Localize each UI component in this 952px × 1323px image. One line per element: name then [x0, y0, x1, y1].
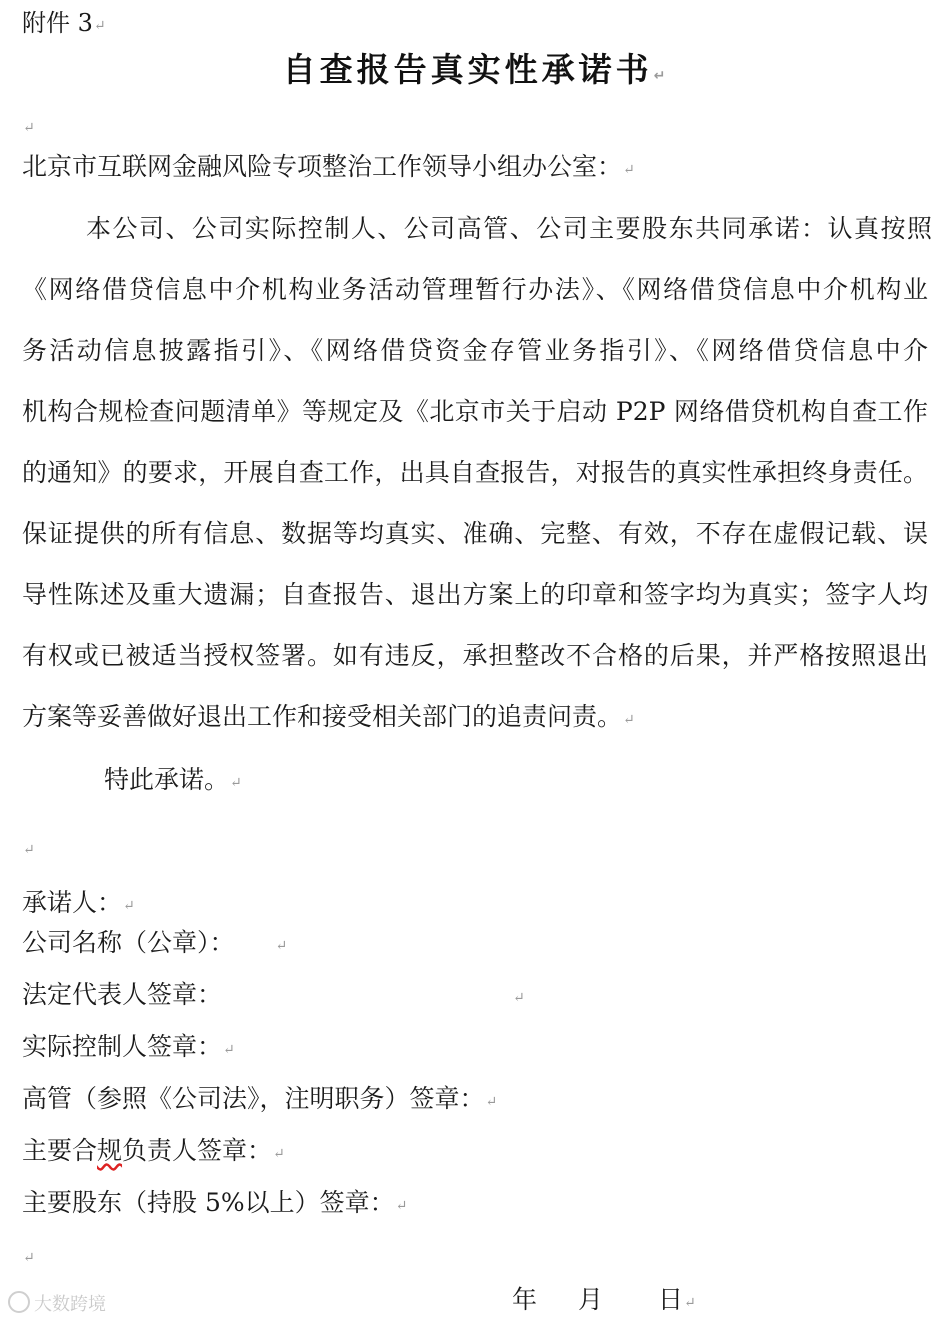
actual-controller-signature-field: 实际控制人签章：↵ — [22, 1032, 235, 1061]
empty-paragraph: ↵ — [23, 120, 35, 136]
watermark: 大数跨境 — [8, 1290, 106, 1316]
company-name-field: 公司名称（公章）： ↵ — [22, 928, 288, 957]
promisor-label: 承诺人：↵ — [22, 888, 135, 917]
body-line: 《网络借贷信息中介机构业务活动管理暂行办法》、《网络借贷信息中介机构业 — [22, 275, 928, 304]
major-shareholder-signature-field: 主要股东（持股 5%以上）签章：↵ — [22, 1188, 408, 1217]
body-line: 务活动信息披露指引》、《网络借贷资金存管业务指引》、《网络借贷信息中介 — [22, 336, 928, 365]
document-title: 自查报告真实性承诺书↵ — [282, 50, 670, 89]
body-line: 机构合规检查问题清单》等规定及《北京市关于启动 P2P 网络借贷机构自查工作 — [22, 397, 928, 426]
date-year: 年 — [512, 1285, 538, 1314]
watermark-logo-icon — [8, 1291, 30, 1313]
addressee: 北京市互联网金融风险专项整治工作领导小组办公室：↵ — [22, 152, 635, 181]
date-month: 月 — [578, 1285, 604, 1314]
body-line: 导性陈述及重大遗漏；自查报告、退出方案上的印章和签字均为真实；签字人均 — [22, 580, 928, 609]
empty-paragraph: ↵ — [23, 842, 35, 858]
body-line: 保证提供的所有信息、数据等均真实、准确、完整、有效，不存在虚假记载、误 — [22, 519, 928, 548]
compliance-head-signature-field: 主要合规负责人签章：↵ — [22, 1136, 285, 1165]
body-line: 本公司、公司实际控制人、公司高管、公司主要股东共同承诺：认真按照 — [86, 214, 932, 243]
spellcheck-squiggle: 规 — [97, 1136, 123, 1165]
body-line: 的通知》的要求，开展自查工作，出具自查报告，对报告的真实性承担终身责任。 — [22, 458, 928, 487]
body-line: 有权或已被适当授权签署。如有违反，承担整改不合格的后果，并严格按照退出 — [22, 641, 928, 670]
legal-rep-signature-field: 法定代表人签章： ↵ — [22, 980, 525, 1009]
executive-signature-field: 高管（参照《公司法》，注明职务）签章：↵ — [22, 1084, 498, 1113]
body-line-last: 方案等妥善做好退出工作和接受相关部门的追责问责。↵ — [22, 702, 635, 731]
closing-statement: 特此承诺。↵ — [104, 765, 242, 794]
empty-paragraph: ↵ — [23, 1250, 35, 1266]
attachment-label: 附件 3↵ — [22, 9, 106, 37]
date-day: 日↵ — [658, 1285, 696, 1314]
